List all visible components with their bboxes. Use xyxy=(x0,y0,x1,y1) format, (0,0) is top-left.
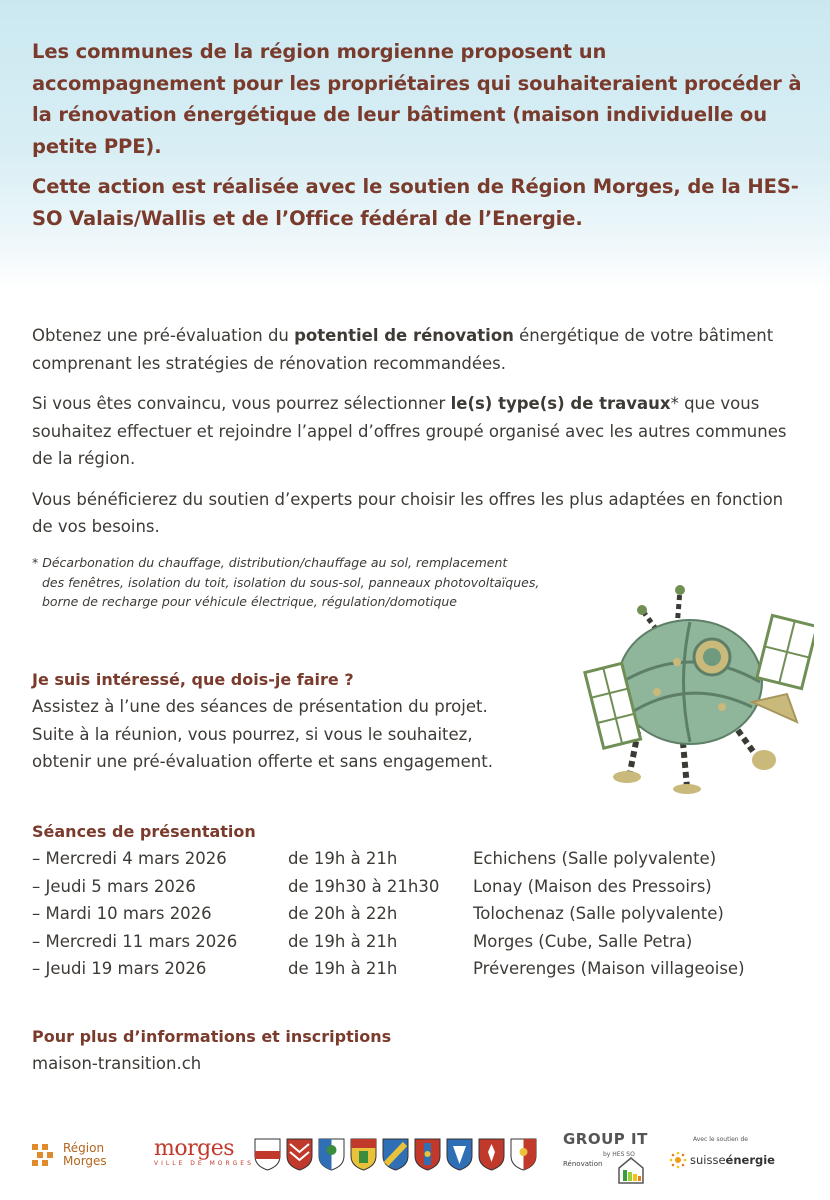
session-place: Tolochenaz (Salle polyvalente) xyxy=(473,904,724,923)
session-place: Lonay (Maison des Pressoirs) xyxy=(473,876,712,896)
footnote-line: * Décarbonation du chauffage, distribution/chauffage au sol, remplacement xyxy=(32,555,508,570)
commune-crests xyxy=(254,1138,537,1171)
sessions-heading: Séances de présentation xyxy=(32,822,256,841)
commune-crest-icon xyxy=(510,1138,537,1171)
info-section xyxy=(32,1023,532,1078)
footnote-line: borne de recharge pour véhicule électrique, régulation/domotique xyxy=(42,594,457,609)
website-link[interactable]: maison-transition.ch xyxy=(32,1054,202,1073)
commune-crest-icon xyxy=(350,1138,377,1171)
works-footnote xyxy=(32,553,672,612)
info-heading: Pour plus d’informations et inscriptions xyxy=(32,1027,392,1046)
session-date: – Jeudi 19 mars 2026 xyxy=(32,959,207,978)
energie-word: énergie xyxy=(725,1153,775,1167)
highlight-works: le(s) type(s) de travaux xyxy=(450,394,671,413)
commune-crest-icon xyxy=(286,1138,313,1171)
session-date: – Mardi 10 mars 2026 xyxy=(32,904,212,923)
body-paragraph-2: Si vous êtes convaincu, vous pourrez sélectionner le(s) type(s) de travaux* que vous souhaitez effectuer et rejoindre l’appel d’offres groupé organisé avec les autres communes de la région. xyxy=(32,394,787,468)
commune-crest-icon xyxy=(382,1138,409,1171)
morges-logo-subtitle: VILLE DE MORGES xyxy=(154,1160,254,1167)
commune-crest-icon xyxy=(478,1138,505,1171)
suisse-word: suisse xyxy=(690,1153,726,1167)
commune-crest-icon xyxy=(254,1138,281,1171)
session-date: – Mercredi 11 mars 2026 xyxy=(32,931,238,951)
interest-section xyxy=(32,666,592,776)
session-time: de 19h à 21h xyxy=(288,959,398,978)
session-place: Morges (Cube, Salle Petra) xyxy=(473,931,693,951)
region-morges-logo xyxy=(32,1142,107,1168)
body-paragraph-3: Vous bénéficierez du soutien d’experts pour choisir les offres les plus adaptées en fonction de vos besoins. xyxy=(32,489,784,536)
session-place: Echichens (Salle polyvalente) xyxy=(473,849,717,868)
sessions-section xyxy=(32,818,822,983)
body-paragraph-1: Obtenez une pré-évaluation du potentiel de rénovation énergétique de votre bâtiment comprenant les stratégies de rénovation recommandées. xyxy=(32,326,774,373)
commune-crest-icon xyxy=(414,1138,441,1171)
group-it-renovation: Rénovation xyxy=(563,1160,603,1168)
session-time: de 19h à 21h xyxy=(288,931,398,951)
support-paragraph: Cette action est réalisée avec le soutien de Région Morges, de la HES-SO Valais/Wallis et de l’Office fédéral de l’Energie. xyxy=(32,175,799,230)
morges-logo-word: morges xyxy=(154,1136,235,1161)
interest-line: Suite à la réunion, vous pourrez, si vous le souhaitez, xyxy=(32,724,473,744)
support-label: Avec le soutien de xyxy=(693,1136,748,1143)
intro-paragraph: Les communes de la région morgienne proposent un accompagnement pour les propriétaires qui souhaiteraient procéder à la rénovation énergétique de leur bâtiment (maison individuelle ou petite PPE). xyxy=(32,40,802,158)
suisseenergie-logo xyxy=(669,1136,789,1169)
footnote-line: des fenêtres, isolation du toit, isolation du sous-sol, panneaux photovoltaïques, xyxy=(42,574,540,590)
session-date: – Mercredi 4 mars 2026 xyxy=(32,849,227,868)
commune-crest-icon xyxy=(318,1138,345,1171)
partner-logos xyxy=(0,1128,830,1188)
session-row xyxy=(32,928,822,956)
group-it-by: by HES SO xyxy=(603,1151,635,1158)
intro-header xyxy=(32,36,802,243)
highlight-potential: potentiel de rénovation xyxy=(294,326,514,345)
robot-house-illustration xyxy=(582,582,814,794)
ville-de-morges-logo xyxy=(154,1138,254,1168)
energy-house-icon xyxy=(617,1156,645,1184)
session-row xyxy=(32,845,822,873)
session-time: de 20h à 22h xyxy=(288,904,398,923)
interest-line: Assistez à l’une des séances de présentation du projet. xyxy=(32,697,488,716)
group-it-logo xyxy=(563,1130,653,1186)
session-time: de 19h à 21h xyxy=(288,849,398,868)
region-logo-line2: Morges xyxy=(63,1154,107,1168)
main-text xyxy=(32,322,792,554)
region-logo-line1: Région xyxy=(63,1141,105,1155)
sun-dots-icon xyxy=(669,1151,687,1169)
session-date: – Jeudi 5 mars 2026 xyxy=(32,876,196,896)
session-place: Préverenges (Maison villageoise) xyxy=(473,959,745,978)
region-morges-mark-icon xyxy=(32,1144,58,1166)
session-time: de 19h30 à 21h30 xyxy=(288,876,440,896)
interest-heading: Je suis intéressé, que dois-je faire ? xyxy=(32,670,354,689)
commune-crest-icon xyxy=(446,1138,473,1171)
group-it-title: GROUP IT xyxy=(563,1130,648,1148)
session-row xyxy=(32,873,822,901)
session-row xyxy=(32,900,822,928)
session-row xyxy=(32,955,822,983)
interest-line: obtenir une pré-évaluation offerte et sans engagement. xyxy=(32,752,493,771)
